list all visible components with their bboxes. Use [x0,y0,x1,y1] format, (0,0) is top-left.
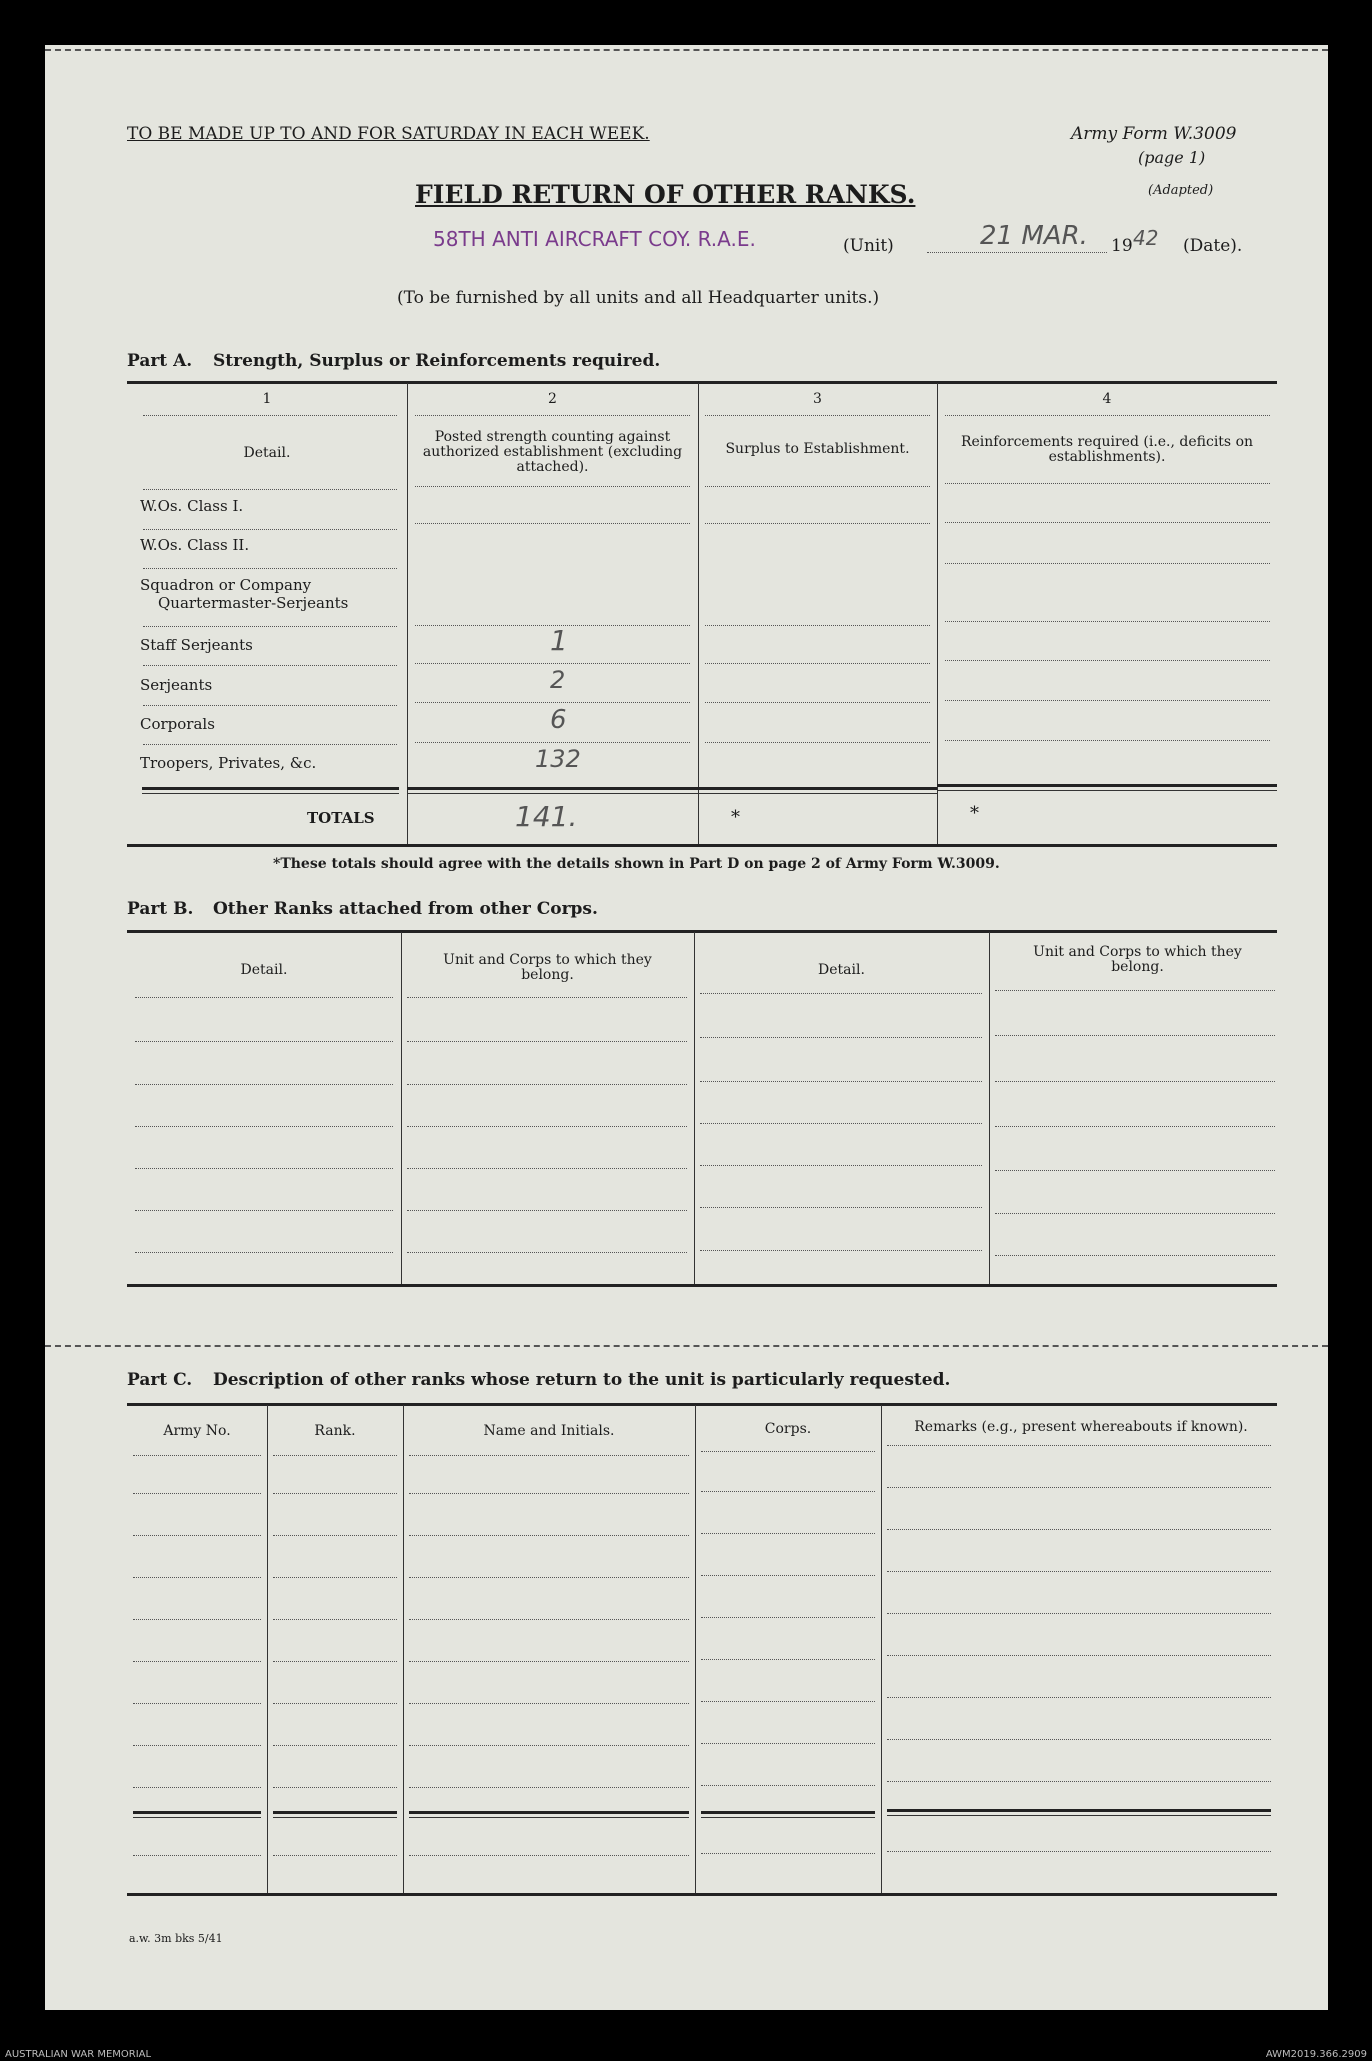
page-title: FIELD RETURN OF OTHER RANKS. [415,180,916,209]
part-a-label: Part A. [127,351,193,371]
top-perforation [45,49,1328,51]
part-a-top-rule [127,381,1277,384]
part-b-header-unit-1: Unit and Corps to which they belong. [443,952,652,983]
col-number-3: 3 [813,391,822,407]
part-c-header-remarks: Remarks (e.g., present whereabouts if known). [914,1419,1248,1435]
year-handwritten: 42 [1133,226,1159,250]
totals-label: TOTALS [307,809,375,827]
col-number-2: 2 [548,391,557,407]
row-detail-wo1: W.Os. Class I. [140,497,244,515]
part-b-title: Other Ranks attached from other Corps. [213,899,598,919]
row-detail-staff-serjeants: Staff Serjeants [140,636,253,654]
part-c-header-rank: Rank. [314,1423,356,1439]
part-a-footnote: *These totals should agree with the details shown in Part D on page 2 of Army Form W.3009. [273,856,1000,872]
unit-label: (Unit) [843,236,894,256]
date-handwritten: 21 MAR. [980,221,1088,251]
totals-surplus-marker: * [731,807,740,828]
year-prefix: 19 [1111,236,1133,256]
form-page: (page 1) [1138,148,1206,167]
header-surplus: Surplus to Establishment. [725,441,910,457]
header-reinforcements: Reinforcements required (i.e., deficits on establishments). [960,434,1254,465]
part-b-top-rule [127,930,1277,933]
form-adapted: (Adapted) [1148,183,1214,198]
print-code: a.w. 3m bks 5/41 [129,1932,223,1945]
posted-corporals: 6 [550,705,567,735]
instruction-text: TO BE MADE UP TO AND FOR SATURDAY IN EACH WEEK. [127,124,650,144]
part-c-header-army-no: Army No. [163,1423,231,1439]
furnish-note: (To be furnished by all units and all Headquarter units.) [397,288,880,308]
totals-reinforcements-marker: * [970,803,979,824]
header-detail: Detail. [243,445,291,461]
posted-troopers: 132 [535,745,581,773]
part-b-header-detail-2: Detail. [818,962,865,978]
part-a-title: Strength, Surplus or Reinforcements required. [213,351,661,371]
row-detail-cqms-2: Quartermaster-Serjeants [158,594,349,612]
row-detail-troopers: Troopers, Privates, &c. [140,754,317,772]
row-detail-wo2: W.Os. Class II. [140,536,250,554]
date-label: (Date). [1183,236,1243,256]
posted-staff-serjeants: 1 [550,624,568,657]
unit-stamp: 58TH ANTI AIRCRAFT COY. R.A.E. [433,227,756,251]
part-c-header-name: Name and Initials. [483,1423,615,1439]
row-detail-corporals: Corporals [140,715,215,733]
part-c-header-corps: Corps. [764,1421,812,1437]
row-detail-cqms: Squadron or Company [140,576,312,594]
part-c-top-rule [127,1403,1277,1406]
part-b-header-unit-2: Unit and Corps to which they belong. [1033,944,1242,975]
part-c-bottom-rule [127,1893,1277,1896]
totals-posted: 141. [515,800,578,833]
row-detail-serjeants: Serjeants [140,676,213,694]
date-dotted-line [927,252,1107,253]
caption-left: AUSTRALIAN WAR MEMORIAL [5,2049,152,2060]
part-a-bottom-rule [127,844,1277,847]
part-c-title: Description of other ranks whose return to the unit is particularly requested. [213,1370,951,1390]
form-name: Army Form W.3009 [1071,124,1237,144]
posted-serjeants: 2 [550,666,566,694]
caption-right: AWM2019.366.2909 [1265,2049,1367,2060]
part-b-header-detail-1: Detail. [240,962,288,978]
header-posted-strength: Posted strength counting against authorized establishment (excluding attached). [422,429,683,475]
part-c-label: Part C. [127,1370,193,1390]
part-b-bottom-rule [127,1284,1277,1287]
part-b-label: Part B. [127,899,194,919]
form-sheet [45,45,1328,2010]
col-number-1: 1 [262,391,272,407]
col-number-4: 4 [1102,391,1112,407]
middle-perforation [45,1345,1328,1347]
